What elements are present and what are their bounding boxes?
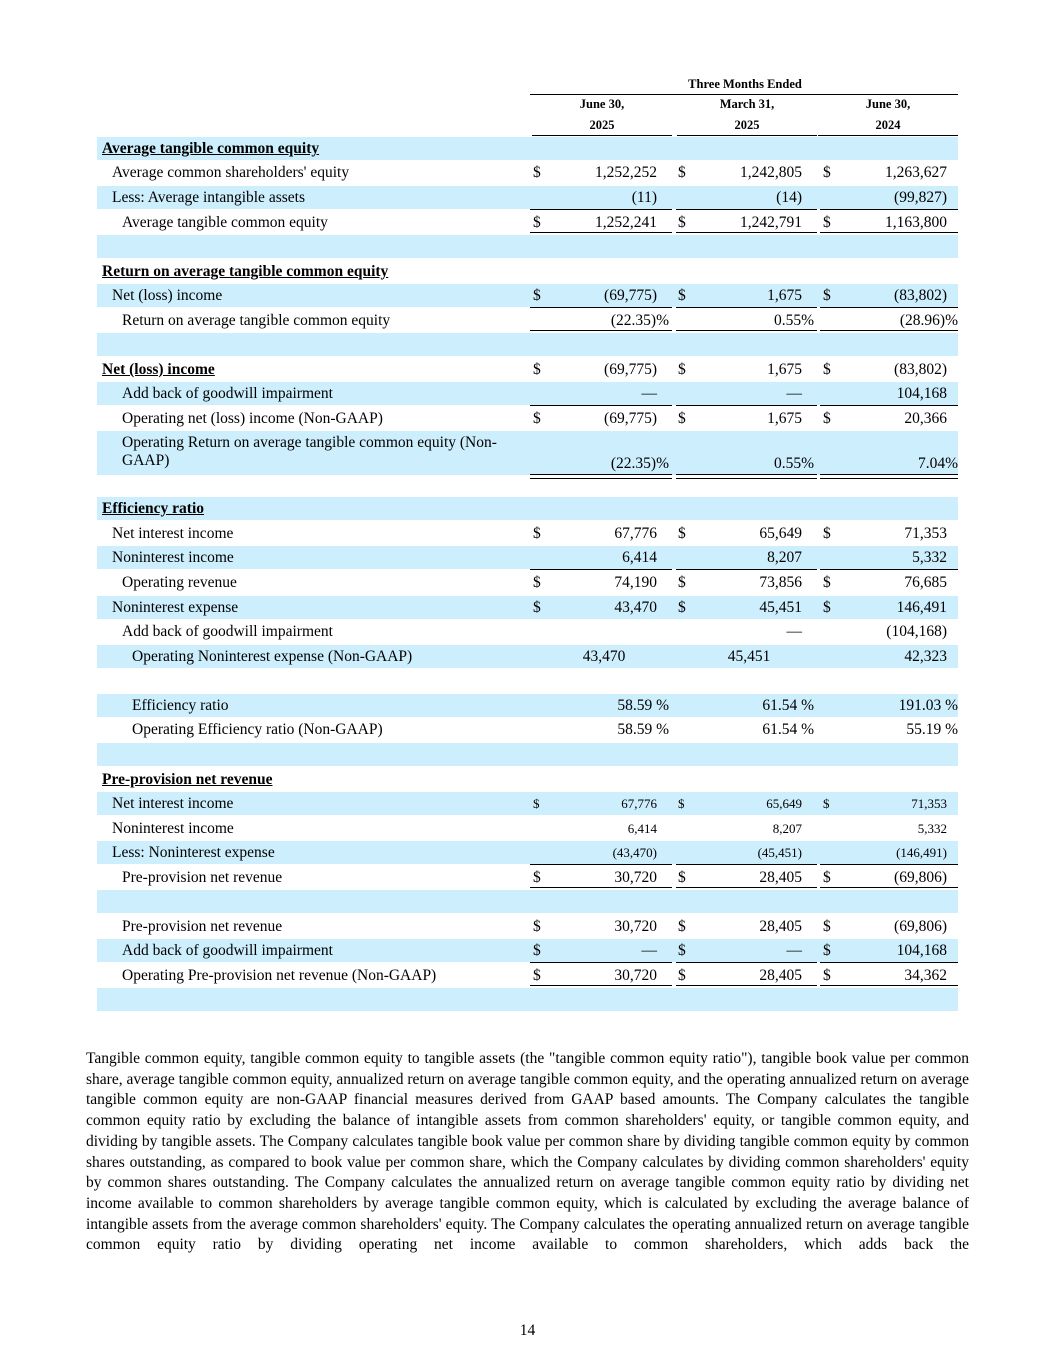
currency-symbol: $ (533, 574, 541, 591)
value-col3: 7.04% (917, 455, 958, 472)
subtotal-rule (530, 209, 672, 210)
value-col1: 6,414 (622, 549, 657, 566)
subtotal-rule (676, 569, 817, 570)
table-row (97, 211, 958, 234)
value-col1: 74,190 (614, 574, 657, 591)
table-row (97, 358, 958, 381)
subtotal-rule (820, 962, 958, 963)
value-col3: 104,168 (896, 942, 947, 959)
section-heading: Efficiency ratio (102, 500, 205, 517)
currency-symbol: $ (533, 869, 541, 886)
value-col3: (69,806) (894, 918, 947, 935)
subtotal-rule (530, 569, 672, 570)
row-label: Net (loss) income (112, 287, 223, 304)
spacer-row (97, 890, 958, 913)
value-col2: — (786, 942, 802, 959)
currency-symbol: $ (533, 287, 541, 304)
table-row (97, 309, 958, 332)
row-label: Operating revenue (122, 574, 237, 591)
value-col1: (22.35)% (610, 312, 669, 329)
value-col3: 20,366 (904, 410, 947, 427)
value-col2: 28,405 (759, 918, 802, 935)
value-col1 (545, 620, 657, 643)
table-row (97, 284, 958, 307)
subtotal-rule (530, 307, 672, 308)
value-col2: 1,675 (767, 287, 802, 304)
subtotal-rule (820, 209, 958, 210)
value-col1: (69,775) (604, 361, 657, 378)
currency-symbol: $ (678, 967, 686, 984)
value-col3: 1,263,627 (885, 164, 947, 181)
currency-symbol: $ (533, 942, 541, 959)
currency-symbol: $ (823, 796, 830, 811)
col3-header-line2: 2024 (875, 118, 901, 132)
currency-symbol: $ (678, 599, 686, 616)
value-col3: 55.19 % (906, 721, 958, 738)
row-label: Less: Noninterest expense (112, 844, 275, 861)
value-col2: 61.54 % (762, 721, 814, 738)
row-label: Net interest income (112, 795, 234, 812)
value-col2: 45,451 (727, 648, 771, 665)
value-col1: — (641, 385, 657, 402)
value-col3: (28.96)% (899, 312, 958, 329)
table-row (97, 694, 958, 717)
value-col1: (22.35)% (610, 455, 669, 472)
section-heading: Net (loss) income (102, 361, 215, 378)
col3-header-rule (818, 135, 958, 136)
spacer-row (97, 235, 958, 258)
subtotal-rule (530, 405, 672, 406)
section-heading-row (97, 260, 958, 283)
value-col2: 65,649 (766, 796, 802, 811)
subtotal-rule (676, 405, 817, 406)
value-col3: (83,802) (894, 361, 947, 378)
value-col1: — (641, 942, 657, 959)
value-col2: 28,405 (759, 967, 802, 984)
value-col3: (99,827) (894, 189, 947, 206)
table-row (97, 620, 958, 643)
subtotal-rule (676, 209, 817, 210)
value-col1: 43,470 (582, 648, 626, 665)
table-row (97, 645, 958, 668)
row-label: Less: Average intangible assets (112, 189, 305, 206)
col2-header-line2: 2025 (734, 118, 760, 132)
col1-header-line1: June 30, (579, 97, 625, 111)
currency-symbol: $ (823, 574, 831, 591)
subtotal-rule (676, 962, 817, 963)
row-label: Pre-provision net revenue (122, 869, 283, 886)
col2-header-line1: March 31, (719, 97, 775, 111)
currency-symbol: $ (678, 361, 686, 378)
row-label: Return on average tangible common equity (122, 312, 391, 329)
currency-symbol: $ (533, 164, 541, 181)
currency-symbol: $ (823, 967, 831, 984)
value-col2: 61.54 % (762, 697, 814, 714)
value-col2: 65,649 (759, 525, 802, 542)
table-row (97, 431, 958, 475)
col2-header-rule (677, 135, 817, 136)
value-col1: (43,470) (612, 845, 657, 860)
value-col2: 1,675 (767, 361, 802, 378)
value-col1: (69,775) (604, 287, 657, 304)
row-label: Operating Noninterest expense (Non-GAAP) (132, 648, 413, 665)
value-col3: 146,491 (896, 599, 947, 616)
value-col3: 191.03 % (898, 697, 958, 714)
value-col3: (83,802) (894, 287, 947, 304)
value-col1: 58.59 % (617, 721, 669, 738)
table-row (97, 382, 958, 405)
row-label: Noninterest income (112, 549, 234, 566)
value-col2: 8,207 (767, 549, 802, 566)
currency-symbol: $ (533, 361, 541, 378)
spacer-row (97, 743, 958, 766)
row-label: Net interest income (112, 525, 234, 542)
total-double-rule (820, 474, 958, 479)
value-col3: 76,685 (904, 574, 947, 591)
row-label: Add back of goodwill impairment (122, 623, 333, 640)
row-label: Add back of goodwill impairment (122, 385, 333, 402)
currency-symbol: $ (823, 942, 831, 959)
value-col2: 45,451 (759, 599, 802, 616)
spacer-row (97, 988, 958, 1011)
page-number: 14 (519, 1322, 536, 1339)
currency-symbol: $ (533, 967, 541, 984)
subtotal-rule (820, 864, 958, 865)
value-col1: (69,775) (604, 410, 657, 427)
value-col3: 42,323 (904, 648, 947, 665)
value-col2: 8,207 (772, 821, 802, 836)
subtotal-rule (820, 405, 958, 406)
table-row (97, 718, 958, 741)
total-double-rule (676, 474, 817, 479)
value-col2: 28,405 (759, 869, 802, 886)
currency-symbol: $ (533, 525, 541, 542)
table-row (97, 522, 958, 545)
currency-symbol: $ (823, 410, 831, 427)
currency-symbol: $ (678, 918, 686, 935)
table-row (97, 596, 958, 619)
currency-symbol: $ (678, 869, 686, 886)
subtotal-rule (676, 864, 817, 865)
value-col2: 0.55% (773, 455, 814, 472)
value-col3: (146,491) (896, 845, 947, 860)
explanatory-paragraph: Tangible common equity, tangible common equity to tangible assets (the "tangible common equity ratio"), tangible book value per common share, average tangible common equity, annualized return on average tangible common equity, and the operating annualized return on average tangible common equity are non-GAAP financial measures derived from GAAP based amounts. The Company calculates the tangible common equity ratio by excluding the balance of intangible assets from common shareholders' equity, or tangible common equity, and dividing by tangible assets. The Company calculates tangible book value per common share by dividing tangible common equity by common shares outstanding, as compared to book value per common share, which the Company calculates by dividing common shareholders' equity by common shares outstanding. The Company calculates the annualized return on average tangible common equity ratio by dividing net income available to common shareholders by average tangible common equity, which is calculated by excluding the average balance of intangible assets from the average common shareholders' equity. The Company calculates the operating annualized return on average tangible common equity ratio by dividing operating net income available to common shareholders, which adds back the (86, 1050, 969, 1254)
value-col1: 30,720 (614, 869, 657, 886)
table-row (97, 841, 958, 864)
section-heading-row (97, 768, 958, 791)
currency-symbol: $ (678, 164, 686, 181)
currency-symbol: $ (678, 574, 686, 591)
value-col1: 58.59 % (617, 697, 669, 714)
subtotal-rule (820, 307, 958, 308)
row-label: Pre-provision net revenue (122, 918, 283, 935)
table-row (97, 571, 958, 594)
value-col3: 1,163,800 (885, 214, 947, 231)
col3-header-line1: June 30, (865, 97, 911, 111)
col1-header-rule (532, 135, 672, 136)
spacer-row (97, 333, 958, 356)
currency-symbol: $ (823, 869, 831, 886)
value-col3: 5,332 (912, 549, 947, 566)
value-col1: 1,252,252 (595, 164, 657, 181)
currency-symbol: $ (678, 214, 686, 231)
currency-symbol: $ (823, 287, 831, 304)
period-title: Three Months Ended (688, 77, 802, 91)
currency-symbol: $ (533, 918, 541, 935)
value-col2: — (786, 623, 802, 640)
table-row (97, 161, 958, 184)
currency-symbol: $ (678, 410, 686, 427)
currency-symbol: $ (678, 287, 686, 304)
subtotal-rule (820, 569, 958, 570)
currency-symbol: $ (823, 164, 831, 181)
value-col1: 67,776 (614, 525, 657, 542)
value-col2: — (786, 385, 802, 402)
section-heading-row (97, 497, 958, 520)
row-label: Operating Efficiency ratio (Non-GAAP) (132, 721, 383, 738)
row-label: Add back of goodwill impairment (122, 942, 333, 959)
row-label: Average common shareholders' equity (112, 164, 350, 181)
currency-symbol: $ (823, 214, 831, 231)
table-row (97, 546, 958, 569)
value-col2: 1,242,791 (740, 214, 802, 231)
row-label: Operating net (loss) income (Non-GAAP) (122, 410, 383, 427)
table-row (97, 817, 958, 840)
value-col1: 43,470 (614, 599, 657, 616)
currency-symbol: $ (678, 525, 686, 542)
period-title-rule (530, 94, 958, 95)
value-col2: 73,856 (759, 574, 802, 591)
value-col1: 1,252,241 (595, 214, 657, 231)
value-col3: 5,332 (917, 821, 947, 836)
currency-symbol: $ (533, 410, 541, 427)
table-row (97, 186, 958, 209)
currency-symbol: $ (823, 525, 831, 542)
value-col3: (69,806) (894, 869, 947, 886)
row-label: Operating Pre-provision net revenue (Non-GAAP) (122, 967, 437, 984)
currency-symbol: $ (823, 918, 831, 935)
value-col1: 67,776 (621, 796, 657, 811)
currency-symbol: $ (533, 214, 541, 231)
value-col2: 0.55% (773, 312, 814, 329)
table-row (97, 964, 958, 987)
value-col3: (104,168) (886, 623, 947, 640)
section-heading: Pre-provision net revenue (102, 771, 273, 788)
value-col1: 30,720 (614, 918, 657, 935)
section-heading: Average tangible common equity (102, 140, 320, 157)
currency-symbol: $ (823, 361, 831, 378)
currency-symbol: $ (823, 599, 831, 616)
subtotal-rule (530, 962, 672, 963)
table-row (97, 866, 958, 889)
col1-header-line2: 2025 (589, 118, 615, 132)
section-heading: Return on average tangible common equity (102, 263, 389, 280)
row-label: Average tangible common equity (122, 214, 328, 231)
value-col3: 71,353 (904, 525, 947, 542)
subtotal-rule (676, 307, 817, 308)
row-label: Operating Return on average tangible common equity (Non-GAAP) (122, 434, 497, 469)
value-col3: 34,362 (904, 967, 947, 984)
row-label: Efficiency ratio (132, 697, 229, 714)
value-col3: 104,168 (896, 385, 947, 402)
section-heading-row (97, 137, 958, 160)
value-col1: 6,414 (627, 821, 657, 836)
subtotal-rule (530, 864, 672, 865)
currency-symbol: $ (533, 599, 541, 616)
row-label: Noninterest expense (112, 599, 239, 616)
value-col1: (11) (631, 189, 657, 206)
currency-symbol: $ (678, 942, 686, 959)
value-col1: 30,720 (614, 967, 657, 984)
table-row (97, 915, 958, 938)
table-row (97, 792, 958, 815)
total-double-rule (530, 474, 672, 479)
value-col2: 1,675 (767, 410, 802, 427)
table-row (97, 939, 958, 962)
row-label: Noninterest income (112, 820, 234, 837)
currency-symbol: $ (533, 796, 540, 811)
currency-symbol: $ (678, 796, 685, 811)
value-col2: (45,451) (757, 845, 802, 860)
value-col3: 71,353 (911, 796, 947, 811)
table-row (97, 407, 958, 430)
value-col2: 1,242,805 (740, 164, 802, 181)
value-col2: (14) (776, 189, 802, 206)
